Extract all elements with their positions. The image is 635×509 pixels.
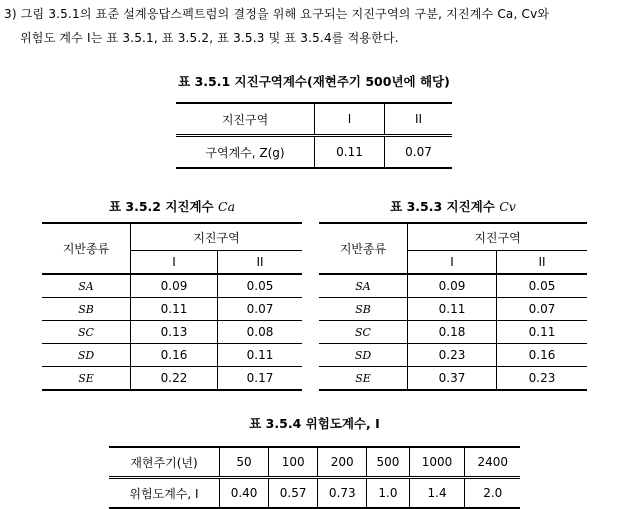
table4-cell: 1.0 bbox=[367, 478, 409, 509]
seismic-zone-factor-table bbox=[176, 102, 452, 169]
table4-cell: 1.4 bbox=[409, 478, 465, 509]
table4-header-cell: 1000 bbox=[409, 447, 465, 478]
table3-site-class: SE bbox=[319, 367, 408, 391]
table3-cell: 0.11 bbox=[497, 321, 588, 344]
table2-group-header: 지진구역 bbox=[131, 223, 303, 251]
table4-caption: 표 3.5.4 위험도계수, I bbox=[249, 416, 380, 431]
table2-cell: 0.08 bbox=[218, 321, 303, 344]
table3-zone-header: II bbox=[497, 251, 588, 275]
seismic-coefficient-ca-table bbox=[42, 222, 302, 391]
table1-cell: 0.11 bbox=[315, 136, 385, 169]
table2-caption-text: 표 3.5.2 지진계수 bbox=[108, 199, 214, 214]
table3-cell: 0.07 bbox=[497, 298, 588, 321]
table4-header-cell: 500 bbox=[367, 447, 409, 478]
table2-site-class: SE bbox=[42, 367, 131, 391]
table2-zone-header: II bbox=[218, 251, 303, 275]
table1-caption: 표 3.5.1 지진구역계수(재현주기 500년에 해당) bbox=[178, 74, 450, 89]
table3-cell: 0.11 bbox=[408, 298, 497, 321]
table2-caption bbox=[42, 197, 302, 215]
table1-header-cell: I bbox=[315, 103, 385, 136]
table3-zone-header: I bbox=[408, 251, 497, 275]
intro-line-2: 위험도 계수 I는 표 3.5.1, 표 3.5.2, 표 3.5.3 및 표 3.5.4를 적용한다. bbox=[20, 31, 399, 45]
intro-line-1: 3) 그림 3.5.1의 표준 설계응답스펙트럼의 결정을 위해 요구되는 지진구역의 구분, 지진계수 Ca, Cv와 bbox=[4, 7, 550, 21]
table3-row-header: 지반종류 bbox=[319, 223, 408, 274]
table3-cell: 0.05 bbox=[497, 274, 588, 298]
table3-cell: 0.16 bbox=[497, 344, 588, 367]
table1-row-label: 구역계수, Z(g) bbox=[176, 136, 315, 169]
table3-site-class: SB bbox=[319, 298, 408, 321]
table2-site-class: SA bbox=[42, 274, 131, 298]
table4-header-cell: 2400 bbox=[465, 447, 520, 478]
table2-cell: 0.11 bbox=[131, 298, 218, 321]
table1-header-cell: II bbox=[385, 103, 453, 136]
table2-zone-header: I bbox=[131, 251, 218, 275]
table2-cell: 0.09 bbox=[131, 274, 218, 298]
table2-row-header: 지반종류 bbox=[42, 223, 131, 274]
table3-site-class: SA bbox=[319, 274, 408, 298]
table4-header-cell: 200 bbox=[318, 447, 367, 478]
table2-cell: 0.07 bbox=[218, 298, 303, 321]
table2-cell: 0.16 bbox=[131, 344, 218, 367]
table3-site-class: SD bbox=[319, 344, 408, 367]
table3-site-class: SC bbox=[319, 321, 408, 344]
table4-cell: 0.73 bbox=[318, 478, 367, 509]
table3-group-header: 지진구역 bbox=[408, 223, 588, 251]
seismic-coefficient-cv-table bbox=[319, 222, 587, 391]
table3-cell: 0.18 bbox=[408, 321, 497, 344]
table4-cell: 0.57 bbox=[269, 478, 318, 509]
table3-cell: 0.09 bbox=[408, 274, 497, 298]
table3-caption-text: 표 3.5.3 지진계수 bbox=[390, 199, 495, 214]
table1-cell: 0.07 bbox=[385, 136, 453, 169]
risk-factor-table bbox=[109, 446, 520, 509]
table2-cell: 0.13 bbox=[131, 321, 218, 344]
table2-caption-symbol: Ca bbox=[218, 199, 236, 214]
table2-cell: 0.05 bbox=[218, 274, 303, 298]
table3-caption bbox=[319, 197, 587, 215]
table4-header-cell: 100 bbox=[269, 447, 318, 478]
table3-cell: 0.23 bbox=[497, 367, 588, 391]
table2-site-class: SD bbox=[42, 344, 131, 367]
table2-site-class: SB bbox=[42, 298, 131, 321]
table3-caption-symbol: Cv bbox=[499, 199, 516, 214]
table4-header-cell: 재현주기(년) bbox=[109, 447, 220, 478]
table2-cell: 0.17 bbox=[218, 367, 303, 391]
intro-paragraph bbox=[4, 2, 634, 50]
table4-header-cell: 50 bbox=[220, 447, 269, 478]
table3-cell: 0.23 bbox=[408, 344, 497, 367]
table2-cell: 0.11 bbox=[218, 344, 303, 367]
table2-site-class: SC bbox=[42, 321, 131, 344]
table4-cell: 0.40 bbox=[220, 478, 269, 509]
table1-header-cell: 지진구역 bbox=[176, 103, 315, 136]
table4-row-label: 위험도계수, I bbox=[109, 478, 220, 509]
table3-cell: 0.37 bbox=[408, 367, 497, 391]
table4-cell: 2.0 bbox=[465, 478, 520, 509]
table2-cell: 0.22 bbox=[131, 367, 218, 391]
